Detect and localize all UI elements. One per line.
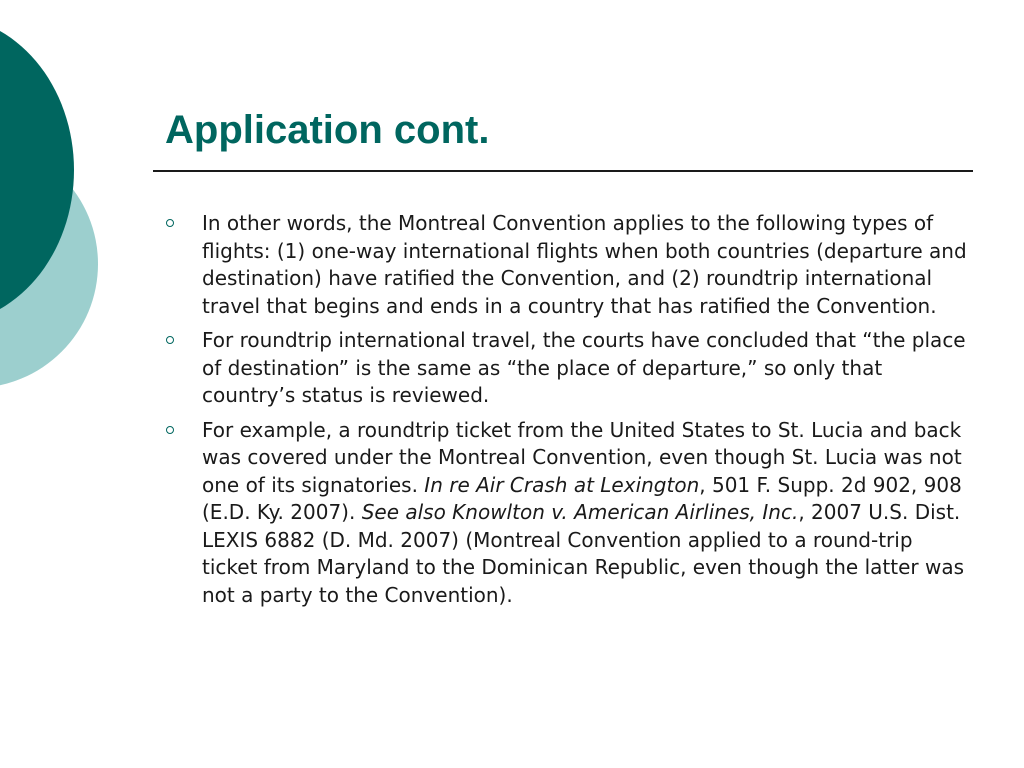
hollow-circle-icon [166, 219, 174, 227]
bullet-text [202, 210, 970, 320]
bullet-item [160, 210, 970, 320]
bullet-text-segment: For roundtrip international travel, the courts have concluded that “the place of destination” is the same as “the place of departure,” so only that country’s status is reviewed. [202, 328, 966, 407]
bullet-text-segment: For example, a roundtrip ticket from the United States to St. Lucia and back was covered under the Montreal Convention, even though St. Lucia was not one of its signatories. [202, 417, 962, 497]
bullet-list [160, 210, 970, 616]
case-citation-italic: In re Air Crash at Lexington [424, 472, 700, 497]
hollow-circle-icon [166, 426, 174, 434]
bullet-text [202, 417, 970, 610]
slide-title: Application cont. [165, 108, 490, 152]
bullet-text-segment: In other words, the Montreal Convention applies to the following types of flights: (1) one-way international flights when both countries (departure and destination) have ratified the Convention, and (2) roundtrip international travel that begins and ends in a country that has ratified the Convention. [202, 211, 967, 318]
hollow-circle-icon [166, 336, 174, 344]
bullet-text [202, 327, 970, 410]
bullet-text-segment: , 2007 U.S. Dist. LEXIS 6882 (D. Md. 2007) (Montreal Convention applied to a round-trip ticket from Maryland to the Dominican Republic, even though the latter was not a party to the Convention). [202, 500, 965, 607]
case-citation-italic: See also Knowlton v. American Airlines, Inc. [361, 500, 799, 524]
bullet-text-segment: , 501 F. Supp. 2d 902, 908 (E.D. Ky. 2007). [202, 472, 962, 524]
bullet-item [160, 417, 970, 610]
title-divider [153, 170, 973, 172]
bullet-item [160, 327, 970, 410]
